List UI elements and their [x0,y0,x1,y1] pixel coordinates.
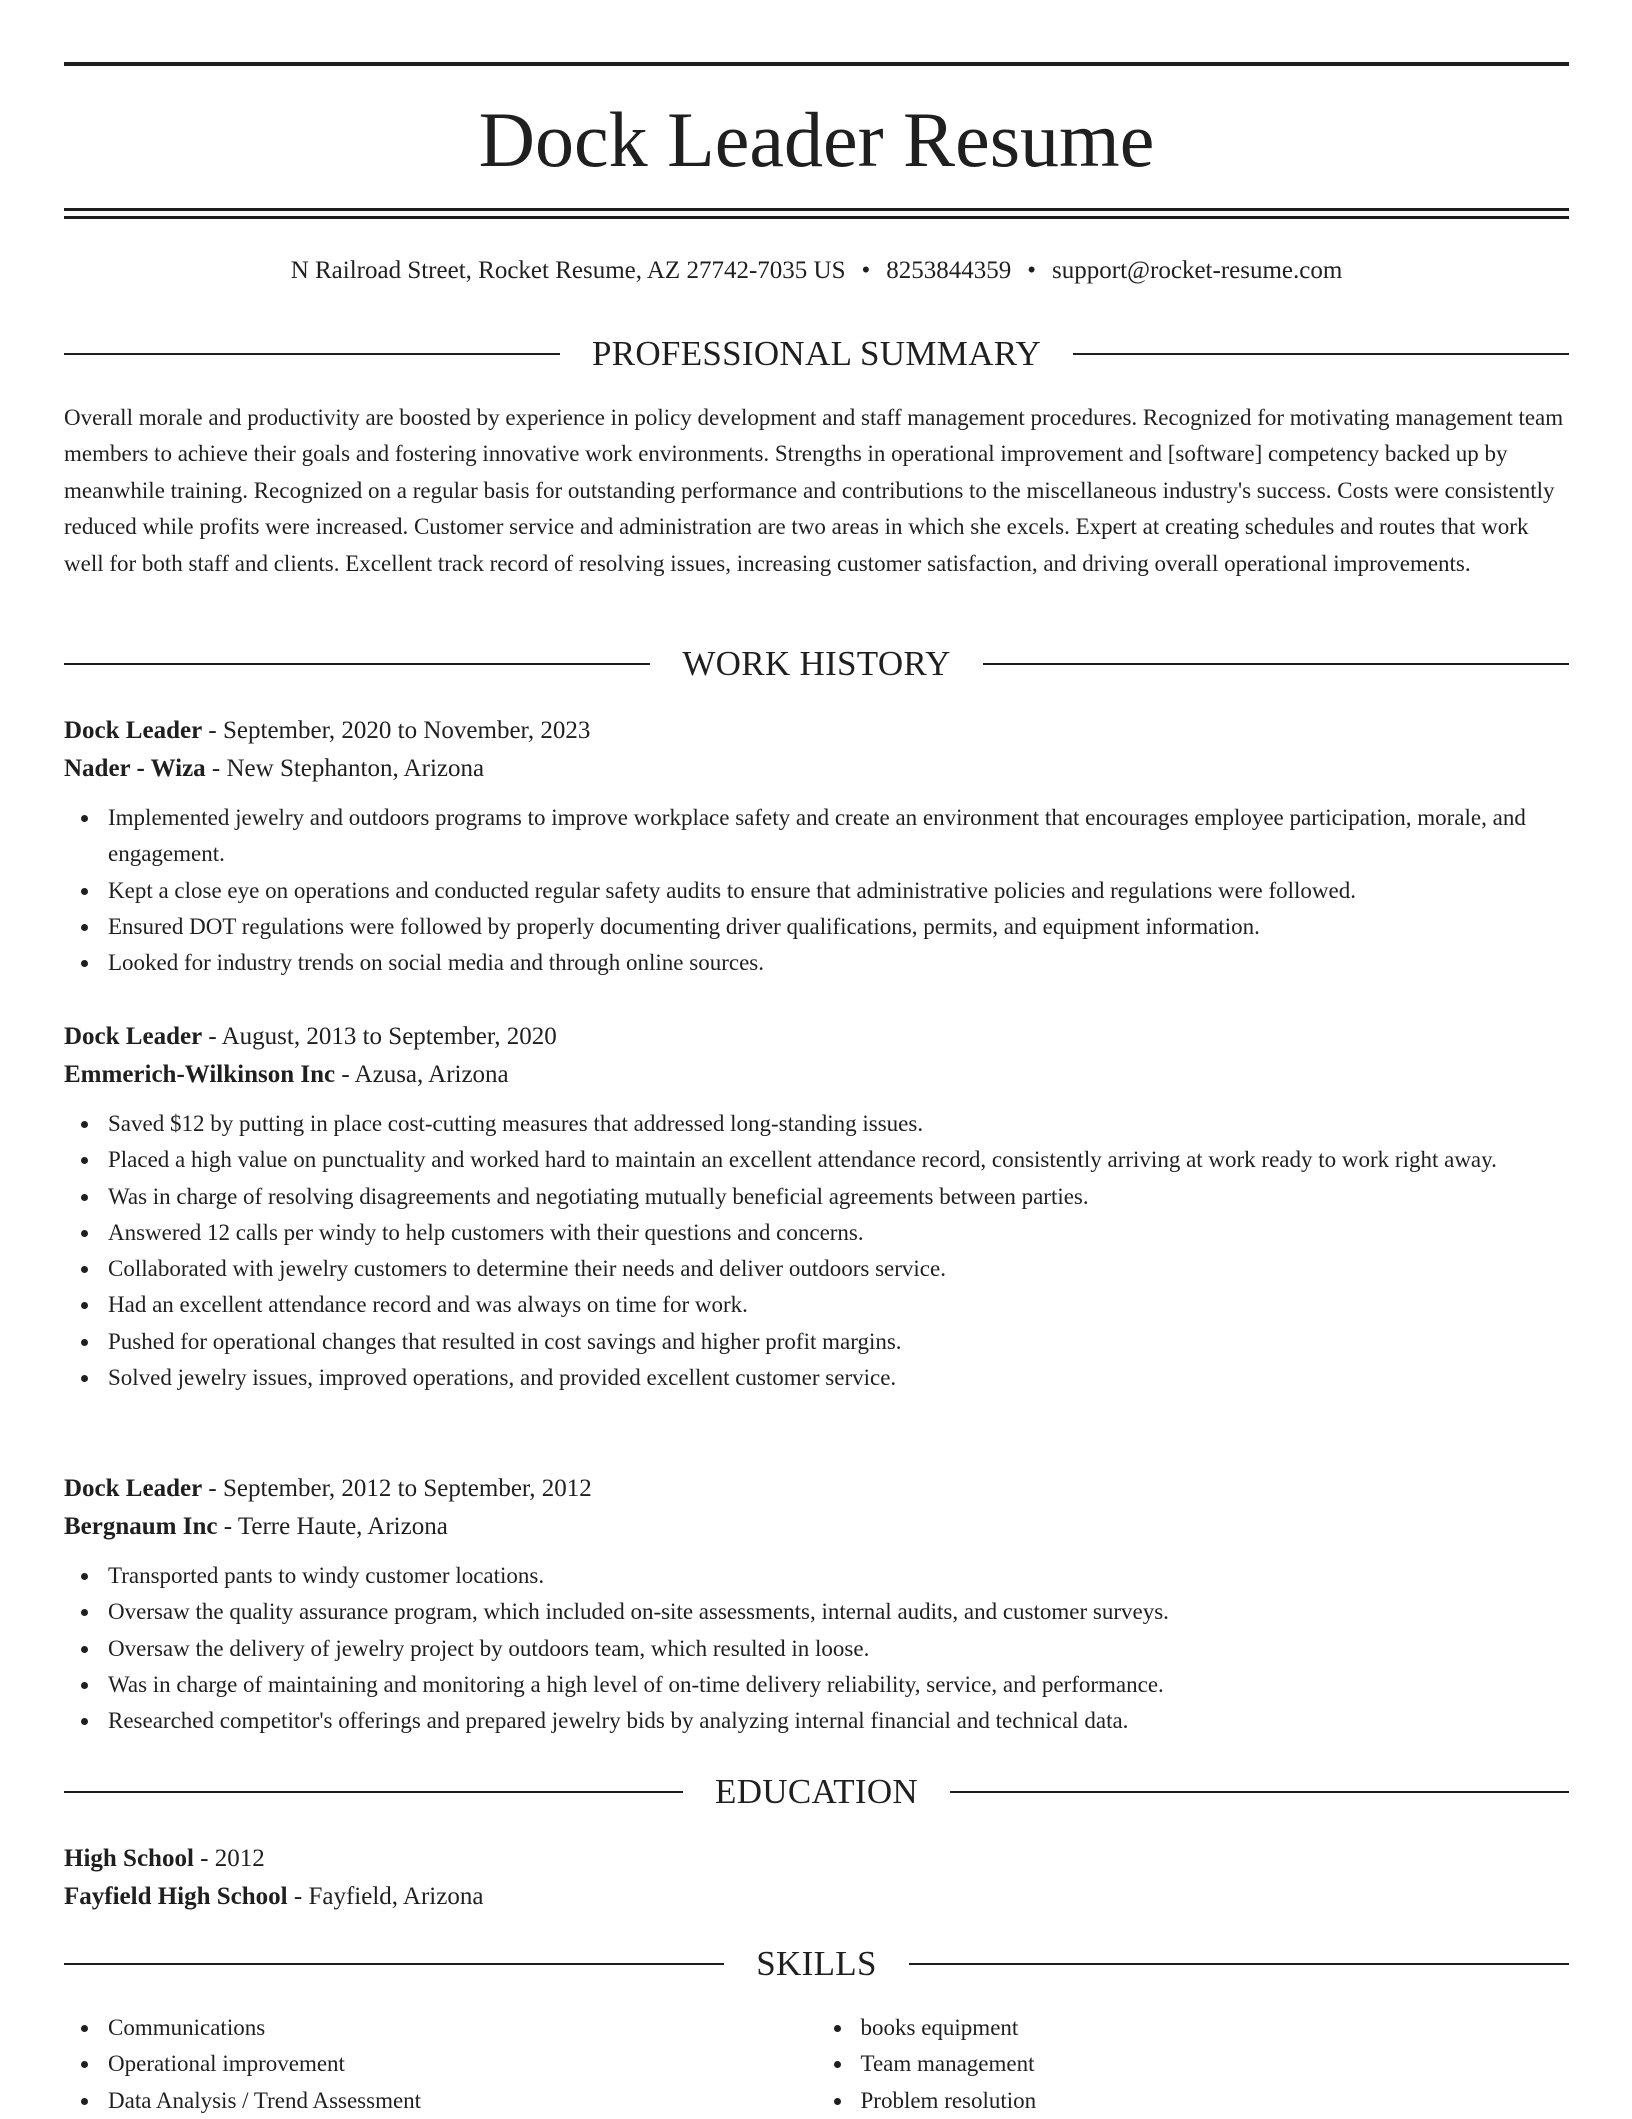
section-heading-education [64,1770,1569,1814]
skills-columns [64,2010,1569,2119]
list-item: Implemented jewelry and outdoors programs to improve workplace safety and create an environment that encourages employee participation, morale, and engagement. [108,800,1569,873]
education-year: - 2012 [193,1845,265,1872]
list-item: Collaborated with jewelry customers to determine their needs and deliver outdoors service. [108,1251,1569,1287]
job-location: - Azusa, Arizona [335,1061,509,1088]
section-title: PROFESSIONAL SUMMARY [591,334,1042,373]
job-dates: - September, 2020 to November, 2023 [202,717,591,744]
contact-email: support@rocket-resume.com [1052,257,1343,284]
list-item: Solved jewelry issues, improved operations, and provided excellent customer service. [108,1360,1569,1396]
job-company: Nader - Wiza [64,755,206,782]
job-company: Bergnaum Inc [64,1513,218,1540]
list-item: Pushed for operational changes that resulted in cost savings and higher profit margins. [108,1324,1569,1360]
heading-rule [64,1791,683,1793]
education-entry [64,1840,1569,1916]
list-item: Placed a high value on punctuality and worked hard to maintain an excellent attendance record, consistently arriving at work ready to work right away. [108,1142,1569,1178]
contact-line [64,254,1569,288]
education-degree: High School [64,1845,194,1872]
job-entry [64,712,1569,981]
contact-phone: 8253844359 [886,257,1012,284]
section-heading-summary [64,332,1569,376]
job-title-line [64,712,1569,750]
list-item: Looked for industry trends on social media and through online sources. [108,945,1569,981]
job-company-line [64,1056,1569,1094]
job-entry [64,1018,1569,1396]
job-role: Dock Leader [64,1023,203,1050]
title-bottom-rule [64,208,1569,211]
section-heading-work-history [64,642,1569,686]
list-item: Researched competitor's offerings and prepared jewelry bids by analyzing internal financial and technical data. [108,1703,1569,1739]
job-location: - Terre Haute, Arizona [217,1513,448,1540]
section-title: EDUCATION [715,1772,918,1811]
heading-rule [64,1963,724,1965]
skill-item: Team management [861,2046,1570,2082]
skill-item: Communications [108,2010,817,2046]
heading-rule [909,1963,1569,1965]
job-dates: - August, 2013 to September, 2020 [202,1023,557,1050]
list-item: Was in charge of resolving disagreements and negotiating mutually beneficial agreements between parties. [108,1179,1569,1215]
skills-list-right [817,2010,1570,2119]
list-item: Was in charge of maintaining and monitoring a high level of on-time delivery reliability, service, and performance. [108,1667,1569,1703]
job-company-line [64,1508,1569,1546]
skill-item: books equipment [861,2010,1570,2046]
summary-paragraph: Overall morale and productivity are boosted by experience in policy development and staff management procedures. Recognized for motivating management team members to achieve their goals and fostering innovative work environments. Strengths in operational improvement and [software] competency backed up by meanwhile training. Recognized on a regular basis for outstanding performance and contributions to the miscellaneous industry's success. Costs were consistently reduced while profits were increased. Customer service and administration are two areas in which she excels. Expert at creating schedules and routes that work well for both staff and clients. Excellent track record of resolving issues, increasing customer satisfaction, and driving overall operational improvements. [64,405,1564,576]
job-bullets [64,800,1569,981]
heading-rule [64,663,650,665]
skill-item: Problem resolution [861,2083,1570,2119]
skill-item: Data Analysis / Trend Assessment [108,2083,817,2119]
job-title-line [64,1470,1569,1508]
contact-address: N Railroad Street, Rocket Resume, AZ 27742-7035 US [290,257,846,284]
job-company-line [64,750,1569,788]
list-item: Kept a close eye on operations and conducted regular safety audits to ensure that administrative policies and regulations were followed. [108,873,1569,909]
title-bottom-rule-second [64,216,1569,219]
section-title: WORK HISTORY [682,644,951,683]
heading-rule [983,663,1569,665]
education-degree-line [64,1840,1569,1878]
list-item: Transported pants to windy customer locations. [108,1558,1569,1594]
list-item: Oversaw the quality assurance program, which included on-site assessments, internal audits, and customer surveys. [108,1594,1569,1630]
title-top-rule [64,62,1569,66]
section-heading-skills [64,1942,1569,1986]
list-item: Had an excellent attendance record and was always on time for work. [108,1287,1569,1323]
skills-list-left [64,2010,817,2119]
job-role: Dock Leader [64,1475,203,1502]
job-title-line [64,1018,1569,1056]
job-role: Dock Leader [64,717,203,744]
heading-rule [64,353,560,355]
education-school: Fayfield High School [64,1883,288,1910]
contact-separator: • [861,257,871,284]
job-bullets [64,1558,1569,1739]
education-school-line [64,1878,1569,1916]
heading-rule [950,1791,1569,1793]
job-dates: - September, 2012 to September, 2012 [202,1475,592,1502]
list-item: Ensured DOT regulations were followed by properly documenting driver qualifications, permits, and equipment information. [108,909,1569,945]
list-item: Saved $12 by putting in place cost-cutting measures that addressed long-standing issues. [108,1106,1569,1142]
skill-item: Operational improvement [108,2046,817,2082]
list-item: Oversaw the delivery of jewelry project by outdoors team, which resulted in loose. [108,1631,1569,1667]
job-bullets [64,1106,1569,1396]
job-location: - New Stephanton, Arizona [205,755,485,782]
job-entry [64,1470,1569,1739]
section-title: SKILLS [756,1944,877,1983]
list-item: Answered 12 calls per windy to help customers with their questions and concerns. [108,1215,1569,1251]
resume-title: Dock Leader Resume [478,96,1155,183]
contact-separator: • [1027,257,1037,284]
heading-rule [1073,353,1569,355]
job-company: Emmerich-Wilkinson Inc [64,1061,336,1088]
education-location: - Fayfield, Arizona [287,1883,484,1910]
